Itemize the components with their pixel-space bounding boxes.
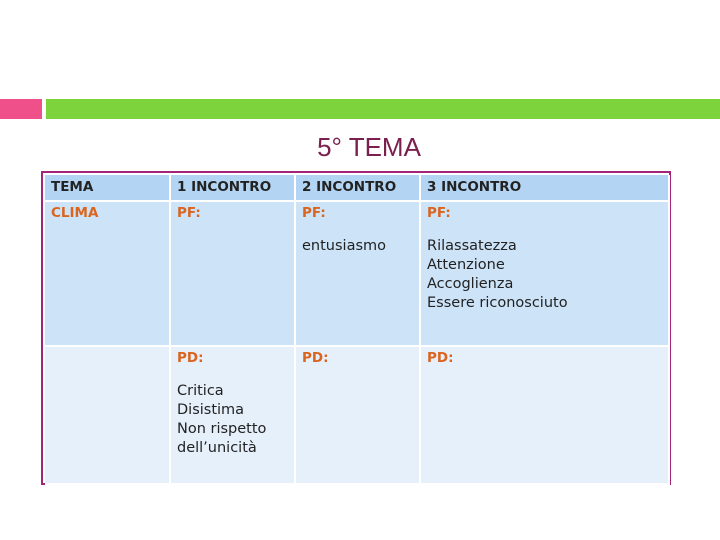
- pf-label: PF:: [177, 205, 201, 221]
- list-item: dell’unicità: [177, 440, 257, 456]
- header-incontro-2: 2 INCONTRO: [295, 175, 420, 201]
- tema-label: CLIMA: [51, 205, 99, 221]
- item-list: [427, 237, 662, 313]
- table-frame: [41, 171, 671, 485]
- cell-incontro-3: [420, 346, 669, 484]
- pf-label: PF:: [302, 205, 326, 221]
- cell-incontro-2: [295, 346, 420, 484]
- pd-label: PD:: [427, 350, 454, 366]
- cell-incontro-3: [420, 201, 669, 346]
- header-tema: TEMA: [45, 175, 170, 201]
- item-list: [177, 382, 288, 458]
- table-row: [45, 346, 669, 484]
- cell-incontro-1: [170, 346, 295, 484]
- table-header-row: [45, 175, 669, 201]
- list-item: Rilassatezza: [427, 238, 517, 254]
- pd-label: PD:: [302, 350, 329, 366]
- topic-table: [45, 175, 670, 485]
- list-item: Accoglienza: [427, 276, 514, 292]
- header-incontro-1: 1 INCONTRO: [170, 175, 295, 201]
- pd-label: PD:: [177, 350, 204, 366]
- pf-label: PF:: [427, 205, 451, 221]
- accent-bar-pink: [0, 99, 42, 119]
- list-item: Attenzione: [427, 257, 505, 273]
- cell-incontro-2: [295, 201, 420, 346]
- list-item: Disistima: [177, 402, 245, 418]
- table-row: [45, 201, 669, 346]
- slide-title: 5° TEMA: [317, 132, 421, 162]
- cell-tema: [45, 201, 170, 346]
- list-item: Critica: [177, 383, 224, 399]
- list-item: Non rispetto: [177, 421, 267, 437]
- header-incontro-3: 3 INCONTRO: [420, 175, 669, 201]
- accent-bar-green: [46, 99, 720, 119]
- cell-tema: [45, 346, 170, 484]
- list-item: Essere riconosciuto: [427, 295, 568, 311]
- item-text: entusiasmo: [302, 238, 387, 254]
- cell-incontro-1: [170, 201, 295, 346]
